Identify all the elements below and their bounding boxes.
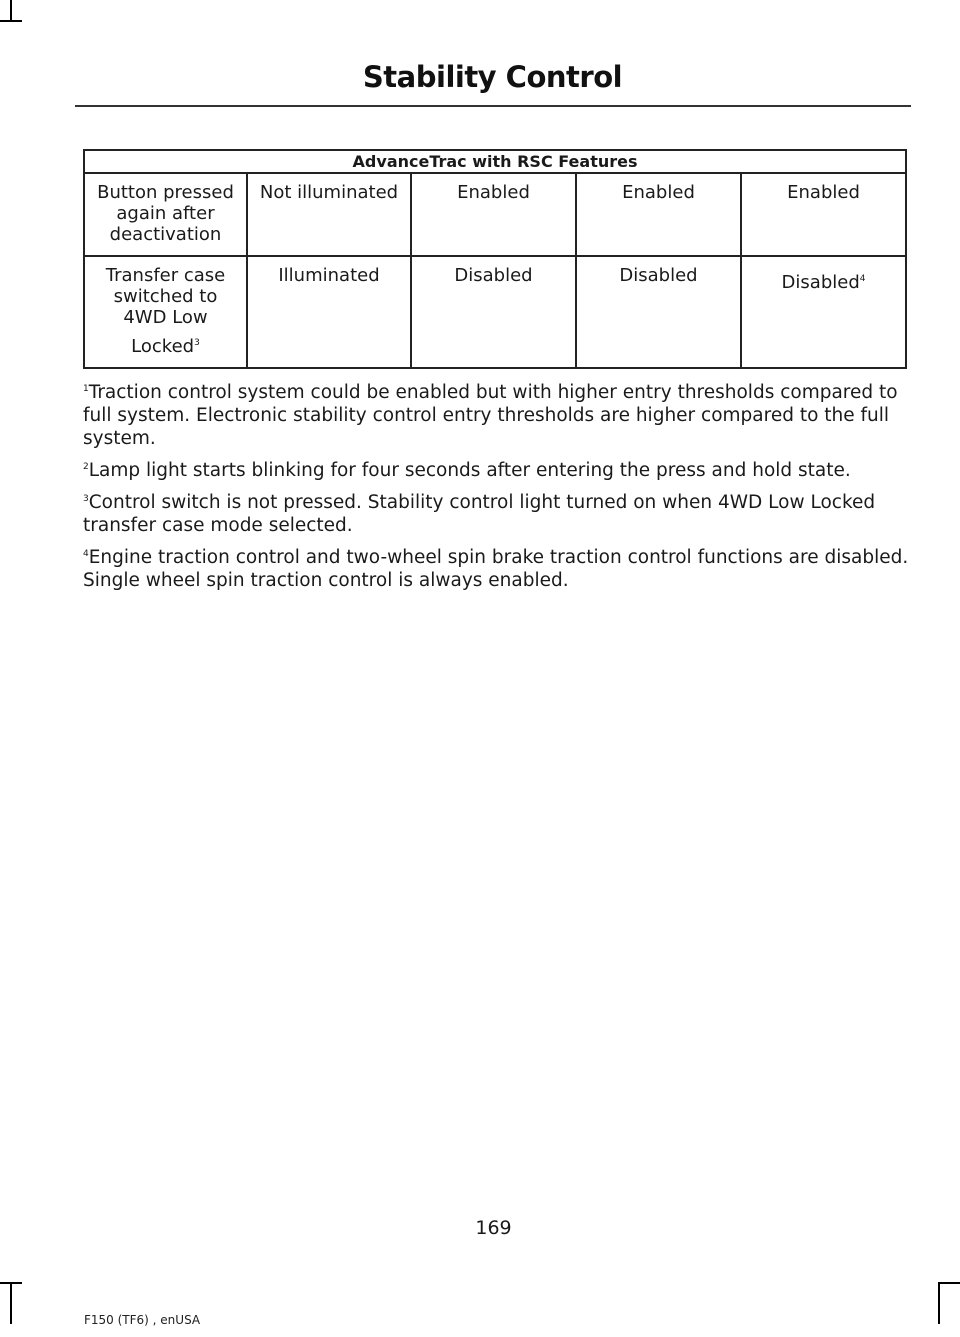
title-rule	[75, 105, 911, 107]
crop-mark-top-left-h	[0, 20, 22, 22]
table-cell: Enabled	[741, 173, 906, 256]
table-caption: AdvanceTrac with RSC Features	[84, 150, 906, 173]
cell-text: Disabled	[781, 272, 860, 293]
footnote-text: Control switch is not pressed. Stability control light turned on when 4WD Low Locked transfer case mode selected.	[83, 492, 876, 536]
condition-text-line2	[91, 336, 240, 357]
condition-text: Button pressed again after deactivation	[97, 182, 234, 245]
footnote-mark: 1	[83, 383, 89, 394]
crop-mark-bottom-left-h	[0, 1282, 22, 1284]
footnotes	[83, 381, 913, 601]
table-cell	[741, 256, 906, 368]
condition-text: Transfer case switched to 4WD Low	[105, 265, 226, 328]
footnote-ref: 3	[194, 338, 200, 348]
table-cell-condition	[84, 173, 247, 256]
table-cell-condition	[84, 256, 247, 368]
table-cell-light: Not illuminated	[247, 173, 411, 256]
table-cell: Disabled	[576, 256, 741, 368]
table-cell: Disabled	[411, 256, 576, 368]
footnote-mark: 4	[83, 548, 89, 559]
footnote	[83, 546, 913, 592]
crop-mark-bottom-left-v	[10, 1282, 12, 1324]
table-cell: Enabled	[576, 173, 741, 256]
page-title: Stability Control	[362, 60, 623, 94]
crop-mark-bottom-right-h	[940, 1282, 960, 1284]
crop-mark-top-left-v	[10, 0, 12, 22]
condition-text-locked: Locked	[131, 336, 195, 357]
footnote-text: Traction control system could be enabled but with higher entry thresholds compared to full system. Electronic stability control entry thresholds are higher compared to the full system.	[83, 382, 898, 449]
document-code: F150 (TF6) , enUSA	[84, 1313, 201, 1327]
footnote	[83, 381, 913, 450]
page-number: 169	[475, 1217, 512, 1239]
footnote-text: Engine traction control and two-wheel spin brake traction control functions are disabled. Single wheel spin traction control is always enabled.	[83, 547, 909, 591]
footnote-mark: 3	[83, 493, 89, 504]
table-header-row	[84, 150, 906, 173]
footnote-text: Lamp light starts blinking for four seconds after entering the press and hold state.	[88, 460, 851, 481]
table-cell-light: Illuminated	[247, 256, 411, 368]
features-table	[83, 149, 907, 369]
table-row	[84, 173, 906, 256]
footnote	[83, 491, 913, 537]
footnote-ref: 4	[859, 274, 866, 284]
table-cell: Enabled	[411, 173, 576, 256]
table-row	[84, 256, 906, 368]
crop-mark-bottom-right-v	[938, 1282, 940, 1324]
footnote	[83, 459, 913, 482]
footnote-mark: 2	[83, 461, 89, 472]
